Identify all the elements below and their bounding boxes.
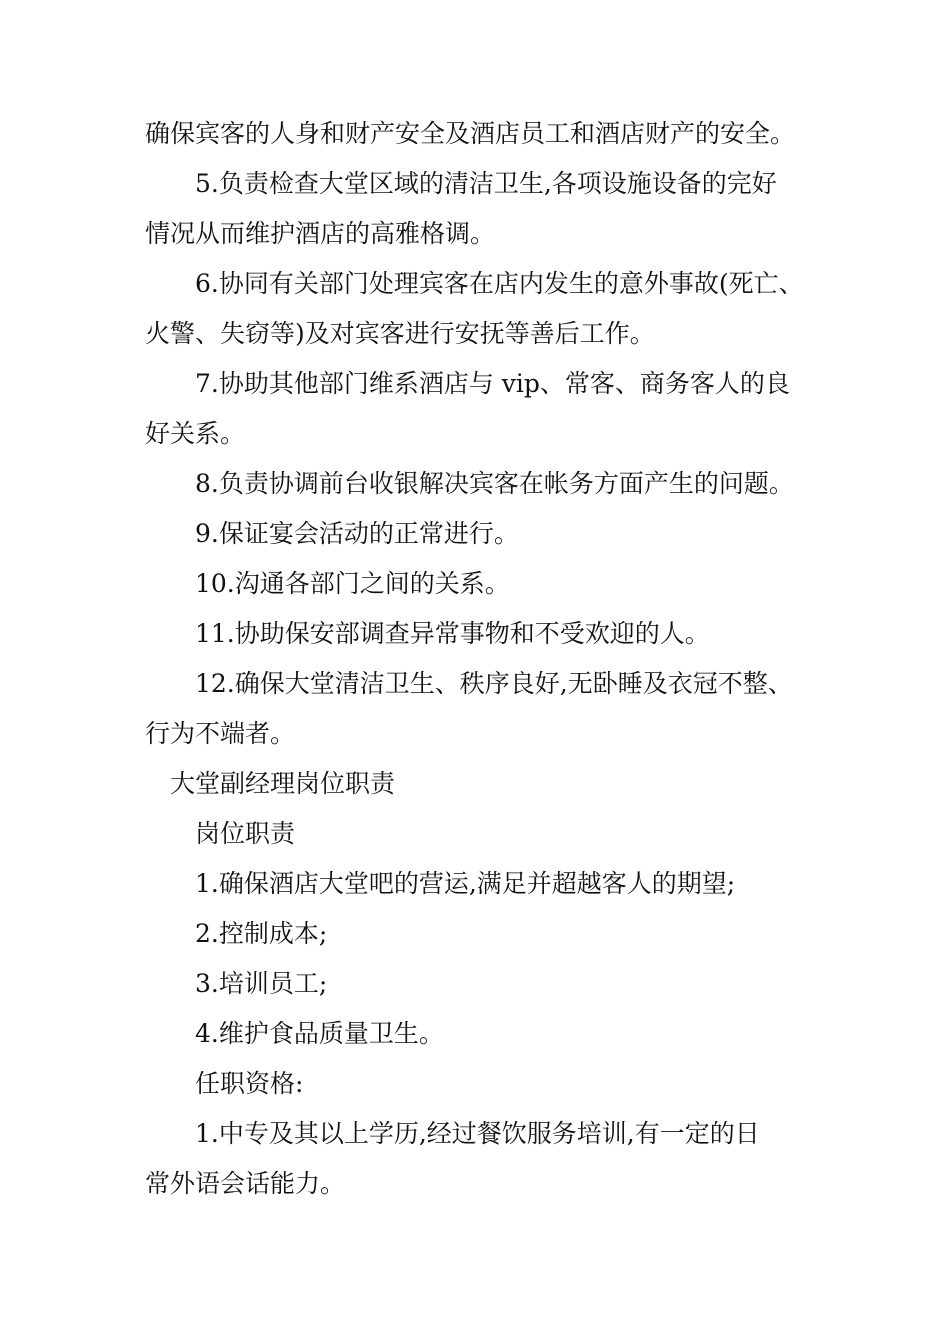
text-line: 好关系。 [145,419,246,448]
text-line: 火警、失窃等)及对宾客进行安抚等善后工作。 [145,319,655,348]
text-line: 确保宾客的人身和财产安全及酒店员工和酒店财产的安全。 [145,119,796,148]
list-item-8: 8.负责协调前台收银解决宾客在帐务方面产生的问题。 [195,469,794,498]
duty-item-3: 3.培训员工; [195,969,328,998]
duty-item-2: 2.控制成本; [195,919,328,948]
subsection-title: 任职资格: [195,1069,304,1098]
list-item-9: 9.保证宴会活动的正常进行。 [195,519,519,548]
qualification-item-1: 1.中专及其以上学历,经过餐饮服务培训,有一定的日 [195,1119,760,1148]
list-item-12: 12.确保大堂清洁卫生、秩序良好,无卧睡及衣冠不整、 [195,669,793,698]
duty-item-1: 1.确保酒店大堂吧的营运,满足并超越客人的期望; [195,869,736,898]
text-line: 情况从而维护酒店的高雅格调。 [145,219,496,248]
list-item-6: 6.协同有关部门处理宾客在店内发生的意外事故(死亡、 [195,269,804,298]
list-item-5: 5.负责检查大堂区域的清洁卫生,各项设施设备的完好 [195,169,777,198]
subsection-title: 岗位职责 [195,819,296,848]
text-line: 行为不端者。 [145,719,296,748]
list-item-7: 7.协助其他部门维系酒店与 vip、常客、商务客人的良 [195,369,790,398]
duty-item-4: 4.维护食品质量卫生。 [195,1019,444,1048]
text-line: 常外语会话能力。 [145,1169,346,1198]
section-title: 大堂副经理岗位职责 [170,769,396,798]
list-item-11: 11.协助保安部调查异常事物和不受欢迎的人。 [195,619,710,648]
document-body [145,109,815,1209]
list-item-10: 10.沟通各部门之间的关系。 [195,569,510,598]
